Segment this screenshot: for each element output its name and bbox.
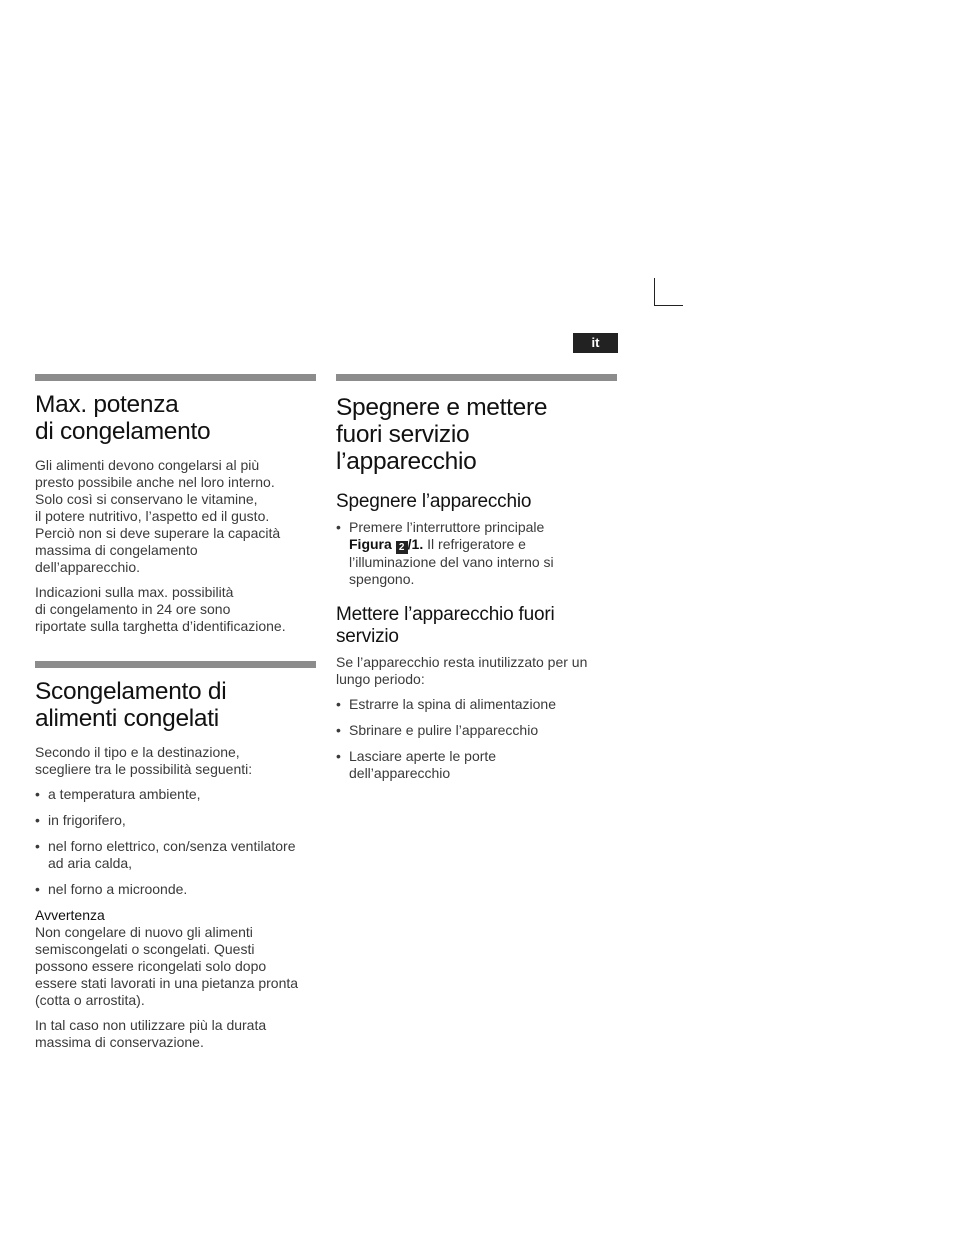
subsection-title-decommission: Mettere l’apparecchio fuori servizio bbox=[336, 604, 555, 647]
switch-off-list bbox=[336, 519, 617, 588]
thawing-intro: Secondo il tipo e la destinazione, scegliere tra le possibilità seguenti: bbox=[35, 744, 253, 777]
list-item: • nel forno a microonde. bbox=[35, 881, 188, 897]
crop-mark-horizontal bbox=[654, 305, 683, 306]
max-freezing-paragraph-1: Gli alimenti devono congelarsi al più presto possibile anche nel loro interno. Solo così si conservano le vitamine, il potere nutritivo, l’aspetto ed il gusto. Perciò non si deve superare la capacità massima di congelamento dell’apparecchio. bbox=[35, 457, 281, 575]
section-title-thawing: Scongelamento di alimenti congelati bbox=[35, 678, 227, 732]
max-freezing-paragraph-2: Indicazioni sulla max. possibilità di congelamento in 24 ore sono riportate sulla targhetta d’identificazione. bbox=[35, 584, 286, 634]
figure-reference: Figura 2 /1. bbox=[349, 536, 424, 553]
section-max-freezing-capacity bbox=[35, 374, 316, 635]
section-thawing bbox=[35, 661, 316, 1051]
crop-mark-vertical bbox=[654, 278, 655, 306]
list-item: • in frigorifero, bbox=[35, 812, 126, 828]
list-item: • Lasciare aperte le porte dell’apparecchio bbox=[336, 748, 497, 781]
list-item: • Sbrinare e pulire l’apparecchio bbox=[336, 722, 539, 738]
subsection-title-switch-off: Spegnere l’apparecchio bbox=[336, 491, 532, 512]
section-rule bbox=[336, 374, 617, 381]
list-item: • nel forno elettrico, con/senza ventilatore ad aria calda, bbox=[35, 838, 296, 871]
section-rule bbox=[35, 374, 316, 381]
decommission-list bbox=[336, 696, 617, 782]
note-heading: Avvertenza bbox=[35, 907, 105, 923]
list-item: • Premere l’interruttore principale Figura 2 /1. Il refrigeratore e l’illuminazione del vano interno si spengono. bbox=[336, 519, 554, 587]
decommission-intro: Se l’apparecchio resta inutilizzato per un lungo periodo: bbox=[336, 654, 588, 687]
thawing-options-list bbox=[35, 786, 316, 898]
note-text: Non congelare di nuovo gli alimenti semiscongelati o scongelati. Questi possono essere ricongelati solo dopo essere stati lavorati in una pietanza pronta (cotta o arrostita). bbox=[35, 924, 299, 1008]
right-column bbox=[336, 374, 617, 791]
section-title-switch-off-decommission: Spegnere e mettere fuori servizio l’apparecchio bbox=[336, 394, 548, 475]
note-final-text: In tal caso non utilizzare più la durata massima di conservazione. bbox=[35, 1017, 267, 1050]
list-item: • Estrarre la spina di alimentazione bbox=[336, 696, 556, 712]
language-tag: it bbox=[573, 333, 618, 353]
left-column bbox=[35, 374, 316, 1059]
section-title-max-freezing: Max. potenza di congelamento bbox=[35, 391, 211, 445]
figure-number-box: 2 bbox=[396, 541, 408, 554]
section-rule bbox=[35, 661, 316, 668]
list-item: • a temperatura ambiente, bbox=[35, 786, 201, 802]
